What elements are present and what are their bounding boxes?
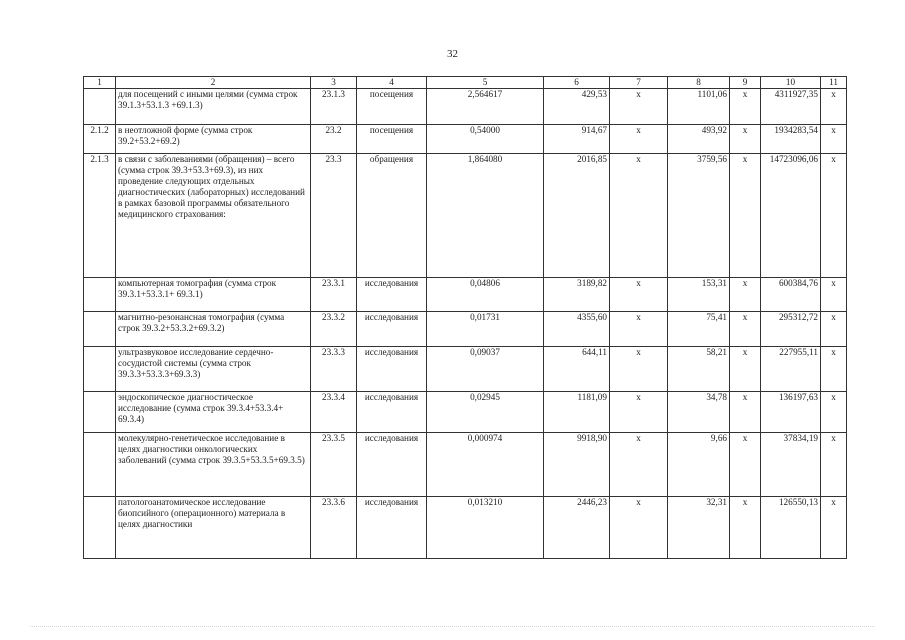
row-col5: 0,013210: [427, 497, 544, 559]
row-col6: 644,11: [544, 347, 610, 392]
row-col5: 0,000974: [427, 433, 544, 497]
table-row: [84, 497, 847, 559]
row-unit: исследования: [357, 433, 427, 497]
row-line-code: 23.3.1: [311, 278, 357, 312]
row-description: магнитно-резонансная томография (сумма строк 39.3.2+53.3.2+69.3.2): [116, 312, 311, 347]
header-row: [84, 77, 847, 89]
row-col8: 58,21: [668, 347, 730, 392]
row-col10: 4311927,35: [761, 89, 821, 125]
row-col6: 1181,09: [544, 392, 610, 433]
row-col7: х: [610, 497, 668, 559]
row-col9: х: [730, 154, 761, 278]
row-col9: х: [730, 347, 761, 392]
row-line-code: 23.3.2: [311, 312, 357, 347]
row-col8: 1101,06: [668, 89, 730, 125]
row-col6: 2446,23: [544, 497, 610, 559]
row-col9: х: [730, 89, 761, 125]
col-header-2: 2: [116, 77, 311, 89]
table-row: [84, 312, 847, 347]
row-col10: 227955,11: [761, 347, 821, 392]
col-header-6: 6: [544, 77, 610, 89]
row-col6: 9918,90: [544, 433, 610, 497]
row-col5: 0,54000: [427, 125, 544, 154]
row-line-code: 23.3: [311, 154, 357, 278]
table-row: [84, 278, 847, 312]
row-description: патологоанатомическое исследование биопсийного (операционного) материала в целях диагностики: [116, 497, 311, 559]
col-header-3: 3: [311, 77, 357, 89]
row-unit: исследования: [357, 347, 427, 392]
table-row: [84, 433, 847, 497]
row-col11: х: [821, 89, 847, 125]
row-line-code: 23.3.5: [311, 433, 357, 497]
row-col5: 0,09037: [427, 347, 544, 392]
row-col7: х: [610, 154, 668, 278]
row-col9: х: [730, 497, 761, 559]
row-unit: обращения: [357, 154, 427, 278]
row-col5: 0,01731: [427, 312, 544, 347]
table-row: [84, 89, 847, 125]
row-number: [84, 497, 116, 559]
row-col5: 1,864080: [427, 154, 544, 278]
row-unit: исследования: [357, 312, 427, 347]
col-header-5: 5: [427, 77, 544, 89]
row-col8: 153,31: [668, 278, 730, 312]
row-col11: х: [821, 125, 847, 154]
row-col7: х: [610, 89, 668, 125]
row-col11: х: [821, 433, 847, 497]
col-header-8: 8: [668, 77, 730, 89]
row-col5: 2,564617: [427, 89, 544, 125]
row-col6: 3189,82: [544, 278, 610, 312]
row-number: [84, 312, 116, 347]
table-row: [84, 125, 847, 154]
row-col7: х: [610, 125, 668, 154]
table-row: [84, 347, 847, 392]
row-col9: х: [730, 392, 761, 433]
page-number: 32: [447, 48, 458, 60]
table-row: [84, 392, 847, 433]
table-row: [84, 154, 847, 278]
row-col11: х: [821, 497, 847, 559]
row-col11: х: [821, 392, 847, 433]
row-col7: х: [610, 392, 668, 433]
row-line-code: 23.2: [311, 125, 357, 154]
row-number: 2.1.3: [84, 154, 116, 278]
row-unit: исследования: [357, 278, 427, 312]
row-number: [84, 89, 116, 125]
row-col9: х: [730, 312, 761, 347]
row-col11: х: [821, 278, 847, 312]
scan-artifact-line: [30, 626, 875, 629]
row-col10: 136197,63: [761, 392, 821, 433]
row-description: ультразвуковое исследование сердечно-сосудистой системы (сумма строк 39.3.3+53.3.3+69.3.3): [116, 347, 311, 392]
row-col11: х: [821, 312, 847, 347]
col-header-7: 7: [610, 77, 668, 89]
row-col6: 4355,60: [544, 312, 610, 347]
row-col7: х: [610, 312, 668, 347]
row-unit: посещения: [357, 89, 427, 125]
row-number: [84, 347, 116, 392]
row-description: эндоскопическое диагностическое исследование (сумма строк 39.3.4+53.3.4+ 69.3.4): [116, 392, 311, 433]
row-col8: 493,92: [668, 125, 730, 154]
row-col9: х: [730, 278, 761, 312]
col-header-11: 11: [821, 77, 847, 89]
row-col7: х: [610, 347, 668, 392]
col-header-9: 9: [730, 77, 761, 89]
row-col7: х: [610, 278, 668, 312]
row-number: [84, 278, 116, 312]
row-description: компьютерная томография (сумма строк 39.3.1+53.3.1+ 69.3.1): [116, 278, 311, 312]
row-description: в неотложной форме (сумма строк 39.2+53.2+69.2): [116, 125, 311, 154]
row-col11: х: [821, 347, 847, 392]
row-col8: 34,78: [668, 392, 730, 433]
row-col9: х: [730, 433, 761, 497]
row-col6: 914,67: [544, 125, 610, 154]
row-line-code: 23.3.3: [311, 347, 357, 392]
row-col6: 2016,85: [544, 154, 610, 278]
row-col10: 14723096,06: [761, 154, 821, 278]
row-col7: х: [610, 433, 668, 497]
row-col5: 0,02945: [427, 392, 544, 433]
row-description: в связи с заболеваниями (обращения) – всего (сумма строк 39.3+53.3+69.3), из них проведение следующих отдельных диагностических (лабораторных) исследований в рамках базовой программы обязательного медицинского страхования:: [116, 154, 311, 278]
row-col10: 37834,19: [761, 433, 821, 497]
row-col9: х: [730, 125, 761, 154]
row-col8: 32,31: [668, 497, 730, 559]
row-col11: х: [821, 154, 847, 278]
row-unit: исследования: [357, 392, 427, 433]
row-col8: 75,41: [668, 312, 730, 347]
row-col6: 429,53: [544, 89, 610, 125]
row-unit: посещения: [357, 125, 427, 154]
row-col10: 600384,76: [761, 278, 821, 312]
row-col10: 295312,72: [761, 312, 821, 347]
row-line-code: 23.3.6: [311, 497, 357, 559]
col-header-10: 10: [761, 77, 821, 89]
row-description: для посещений с иными целями (сумма строк 39.1.3+53.1.3 +69.1.3): [116, 89, 311, 125]
row-line-code: 23.3.4: [311, 392, 357, 433]
col-header-1: 1: [84, 77, 116, 89]
row-col10: 126550,13: [761, 497, 821, 559]
row-number: [84, 433, 116, 497]
row-col10: 1934283,54: [761, 125, 821, 154]
row-number: [84, 392, 116, 433]
col-header-4: 4: [357, 77, 427, 89]
row-description: молекулярно-генетическое исследование в целях диагностики онкологических заболеваний (сумма строк 39.3.5+53.3.5+69.3.5): [116, 433, 311, 497]
row-number: 2.1.2: [84, 125, 116, 154]
row-col8: 9,66: [668, 433, 730, 497]
row-line-code: 23.1.3: [311, 89, 357, 125]
data-table: [83, 76, 847, 559]
row-col5: 0,04806: [427, 278, 544, 312]
row-col8: 3759,56: [668, 154, 730, 278]
row-unit: исследования: [357, 497, 427, 559]
